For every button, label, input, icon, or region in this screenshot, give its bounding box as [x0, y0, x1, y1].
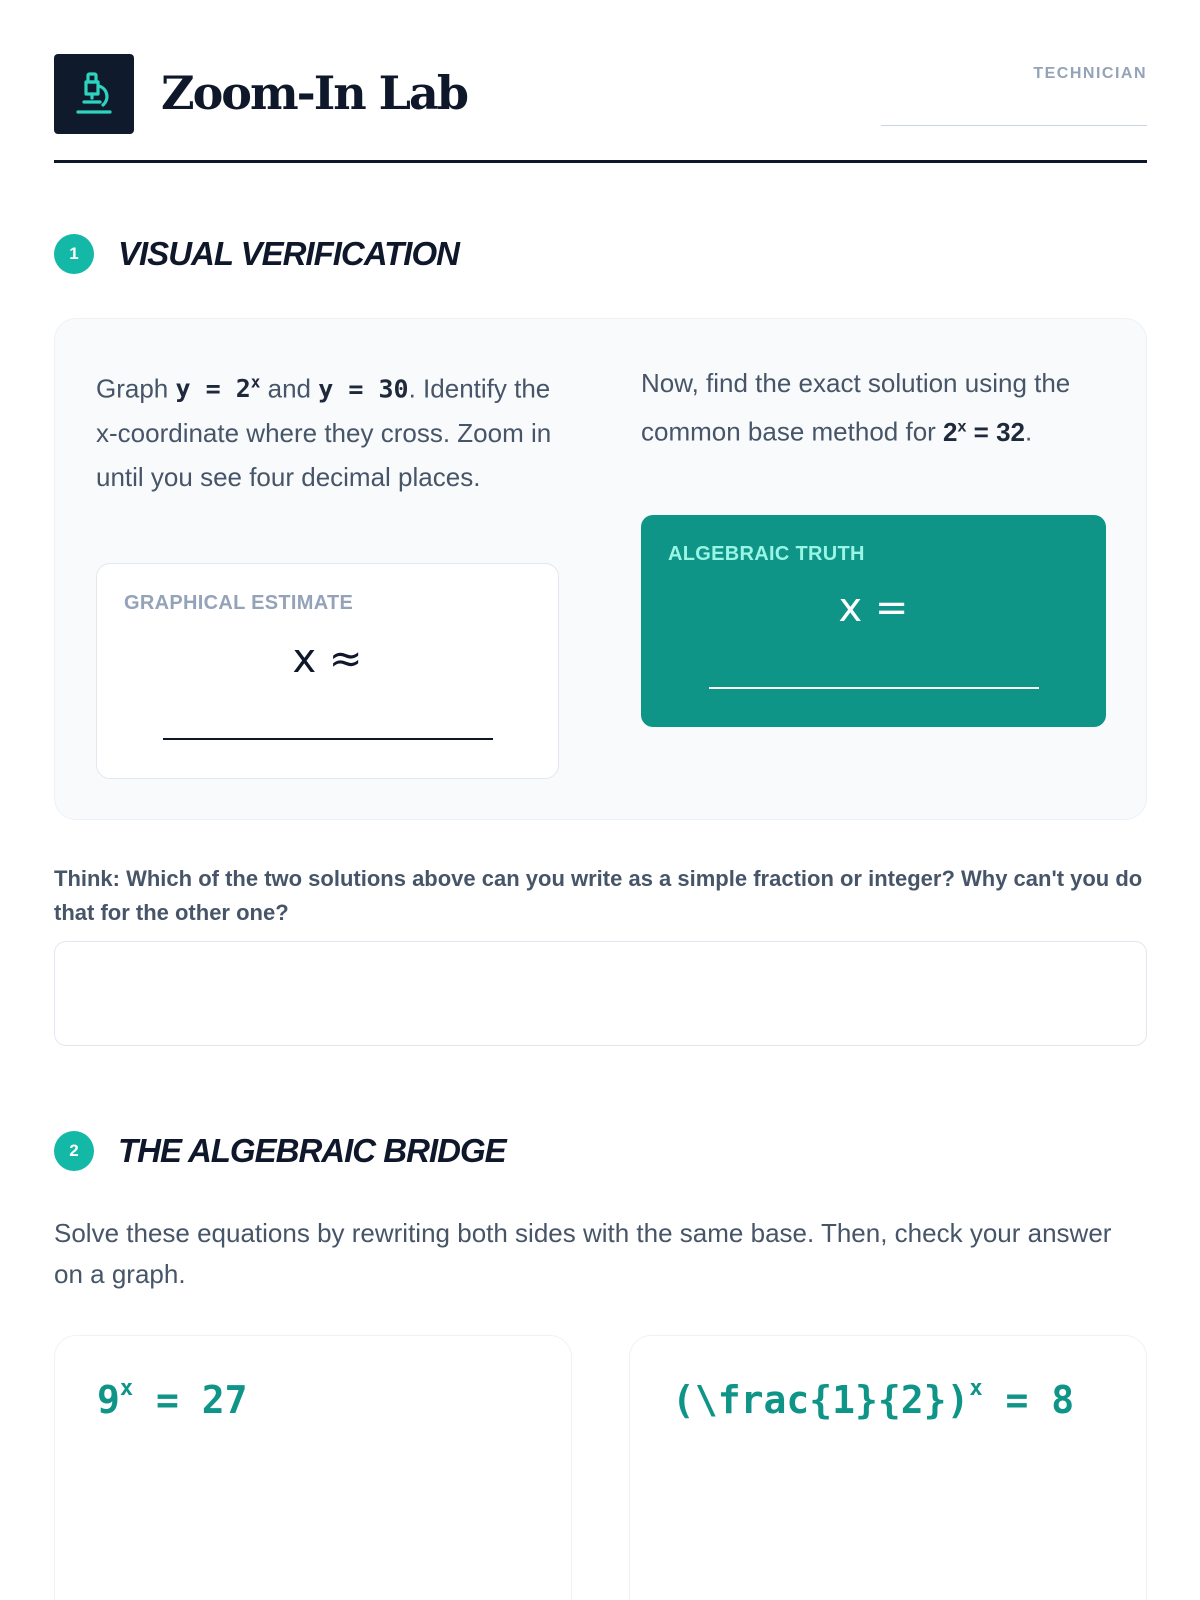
section-2-heading [54, 1131, 506, 1171]
microscope-icon [68, 68, 120, 120]
role-input-line[interactable] [881, 125, 1147, 126]
verification-card [54, 318, 1147, 820]
algebra-instructions: Now, find the exact solution using the common base method for 2$^x$ = 32. [641, 368, 1071, 447]
equation-text: $9^x = 27$ [97, 1376, 248, 1422]
instruction-word: Graph [96, 373, 169, 404]
think-answer-field[interactable] [54, 941, 1147, 1046]
equation-card[interactable] [54, 1335, 572, 1600]
step-badge: 2 [54, 1131, 94, 1171]
equation-two: y = 30 [318, 374, 409, 404]
equation-one: $y = 2^x$ [175, 373, 261, 404]
algebraic-truth-box [641, 515, 1106, 727]
truth-equation: x = [838, 585, 909, 631]
app-title: Zoom-In Lab [161, 66, 467, 120]
target-base: 2$^x$ = 32 [943, 416, 1025, 447]
instruction-lead: Now, find the exact solution using the common base method for [641, 368, 1071, 447]
truth-label: ALGEBRAIC TRUTH [668, 543, 865, 565]
estimate-equation: x ≈ [292, 636, 363, 682]
graphical-estimate-box [96, 563, 559, 779]
step-badge: 1 [54, 234, 94, 274]
equation-text: (\frac{1}{2})$^x$ = 8 [672, 1376, 1075, 1422]
worksheet-page [54, 0, 1147, 1422]
section-title: THE ALGEBRAIC BRIDGE [118, 1132, 506, 1169]
instruction-word: and [267, 373, 312, 404]
section-title: VISUAL VERIFICATION [118, 235, 459, 272]
role-label: TECHNICIAN [1033, 65, 1147, 82]
logo [54, 54, 134, 134]
truth-answer-blank[interactable] [709, 687, 1039, 689]
section-1-heading [54, 234, 459, 274]
estimate-answer-blank[interactable] [163, 738, 493, 740]
equation-card[interactable] [629, 1335, 1147, 1600]
estimate-label: GRAPHICAL ESTIMATE [124, 592, 354, 614]
header [54, 0, 1147, 163]
think-prompt: Think: Which of the two solutions above can you write as a simple fraction or integer? Why can't you do that for the other one? [54, 866, 1143, 925]
instruction-rest: Identify the x-coordinate where they cross. Zoom in until you see four decimal places. [96, 373, 552, 493]
bridge-instructions: Solve these equations by rewriting both sides with the same base. Then, check your answer on a graph. [54, 1218, 1112, 1289]
graph-instructions: Graph $y = 2^x$ and y = 30. Identify the x-coordinate where they cross. Zoom in until you see four decimal places. [96, 373, 552, 493]
